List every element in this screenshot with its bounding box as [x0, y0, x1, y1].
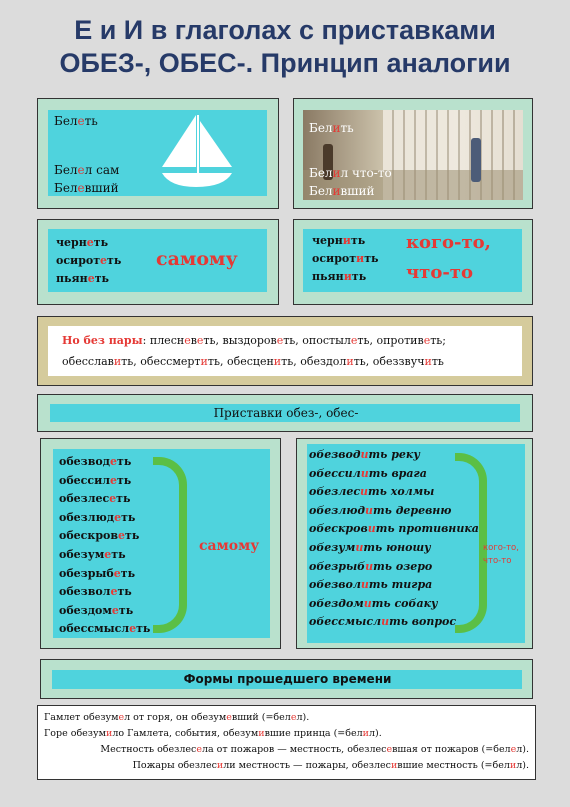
label-kogo-to: кого-то, [406, 232, 491, 253]
list-item: обезуметь [59, 547, 126, 561]
right-label-chto-to: что-то [483, 556, 512, 566]
list-item: обессмыслеть [59, 622, 151, 636]
word-belel-sam: Белел сам [54, 163, 120, 177]
list-item: обезводить реку [309, 448, 420, 461]
list-item: обезводеть [59, 455, 132, 468]
left-word-list [59, 453, 150, 639]
past-header-box [40, 659, 533, 699]
list-item: обессмыслить вопрос [309, 615, 457, 629]
example-3: Местность обезлесела от пожаров — местность, обезлесевшая от пожаров (=белел). [100, 744, 529, 755]
left-brace-icon [153, 457, 187, 633]
list-item: обезлесеть [59, 492, 131, 506]
box-left-list [40, 438, 281, 649]
no-pair-line-2: обесславить, обессмертить, обесценить, обездолить, обеззвучить [62, 355, 444, 368]
left-label-samomu: самому [199, 538, 260, 554]
word-osirotet: осиротеть [56, 254, 122, 267]
list-item: обессилеть [59, 473, 132, 487]
sailboat-icon [156, 111, 236, 191]
word-belevshiy: Белевший [54, 181, 119, 195]
box-right-list [296, 438, 533, 649]
box-chernet [37, 219, 279, 305]
title-line-2: ОБЕЗ-, ОБЕС-. Принцип аналогии [59, 48, 511, 78]
example-4: Пожары обезлесили местность — пожары, обезлесившие местность (=белил). [132, 760, 529, 771]
word-belet: Белеть [54, 114, 98, 128]
list-item: обезлюдить деревню [309, 503, 452, 517]
box-no-pair [37, 316, 533, 386]
list-item: обезумить юношу [309, 540, 431, 554]
title-line-1: Е и И в глаголах с приставками [74, 15, 496, 45]
list-item: обескровить противника [309, 522, 479, 536]
right-word-list [309, 446, 479, 632]
word-osirotit: осиротить [312, 252, 379, 265]
label-chto-to: что-то [406, 262, 473, 283]
list-item: обездометь [59, 603, 134, 617]
list-item: обессилить врага [309, 466, 427, 480]
box-belit [293, 98, 533, 209]
list-item: обескроветь [59, 529, 140, 543]
list-item: обездомить собаку [309, 596, 438, 610]
prefixes-header: Приставки обез-, обес- [213, 406, 359, 420]
word-chernit: чернить [312, 234, 366, 247]
list-item: обезрыбеть [59, 566, 136, 580]
word-belivshiy: Беливший [309, 184, 375, 198]
word-belil-chto-to: Белил что-то [309, 166, 392, 180]
list-item: обезволить тигра [309, 578, 433, 592]
word-belit: Белить [309, 121, 354, 135]
label-samomu: самому [156, 248, 238, 270]
word-pyanit: пьянить [312, 270, 367, 283]
example-1: Гамлет обезумел от горя, он обезумевший (=белел). [44, 712, 310, 723]
word-chernet: чернеть [56, 236, 109, 249]
box-chernit [293, 219, 533, 305]
right-label-kogo-to: кого-то, [483, 543, 519, 553]
list-item: обезволеть [59, 585, 132, 599]
box-chernit-words [312, 232, 379, 286]
box-chernet-words [56, 234, 121, 288]
page-title [0, 14, 570, 80]
list-item: обезлюдеть [59, 510, 136, 524]
list-item: обезрыбить озеро [309, 559, 433, 573]
box-belet [37, 98, 279, 209]
examples-box [37, 705, 536, 780]
example-2: Горе обезумило Гамлета, события, обезумившие принца (=белил). [44, 728, 382, 739]
word-pyanet: пьянеть [56, 272, 109, 285]
prefixes-header-box [37, 394, 533, 432]
past-header: Формы прошедшего времени [183, 672, 392, 686]
list-item: обезлесить холмы [309, 485, 435, 499]
no-pair-line-1: Но без пары: плесневеть, выздороветь, опостылеть, опротиветь; [62, 334, 446, 347]
